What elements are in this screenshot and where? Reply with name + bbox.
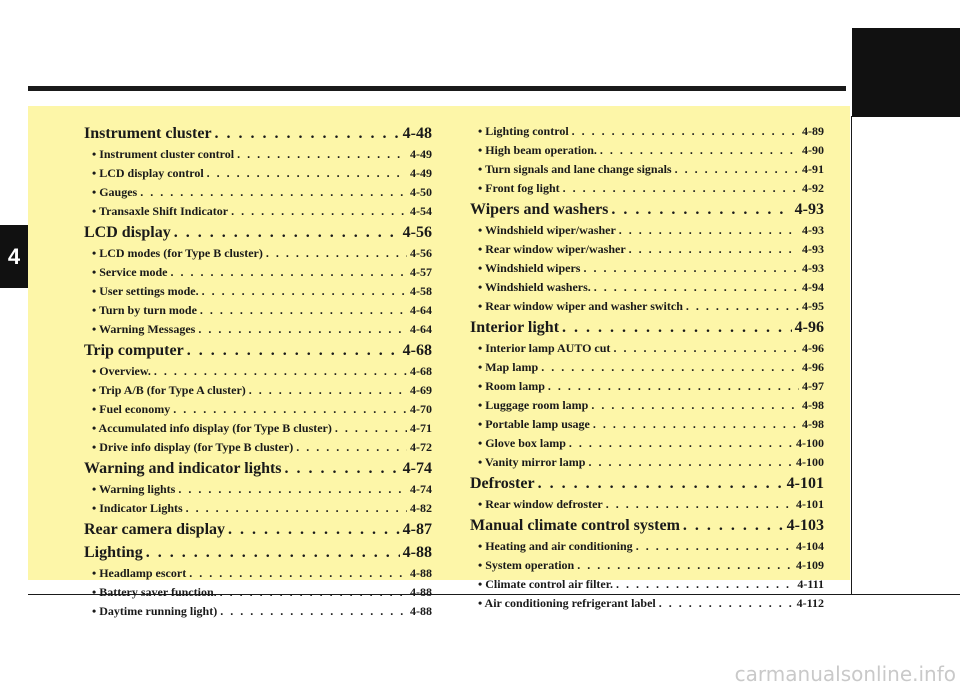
toc-section-lcd-display[interactable] [84,224,432,246]
entry-label: • LCD display control [92,166,204,181]
dot-leader [154,364,407,379]
dot-leader [140,185,407,200]
entry-label: • Rear window defroster [478,497,603,512]
entry-label: • Daytime running light) [92,604,217,619]
watermark: carmanualsonline.info [734,662,956,686]
dot-leader [541,360,799,375]
page-number: 4-98 [802,417,824,431]
entry-label: Interior light [470,319,560,336]
toc-section-manual-climate-control-system[interactable] [470,517,824,539]
toc-item-user-settings-mode[interactable] [84,284,432,303]
entry-label: • System operation [478,558,574,573]
page-number: 4-88 [410,604,432,618]
dot-leader [583,261,799,276]
right-margin-rule [851,116,852,594]
page-number: 4-49 [410,147,432,161]
page-number: 4-90 [802,143,824,157]
dot-leader [675,162,799,177]
toc-item-luggage-room-lamp[interactable] [470,398,824,417]
page-number: 4-98 [802,398,824,412]
dot-leader [178,482,407,497]
toc-column-left [84,124,432,623]
toc-item-fuel-economy[interactable] [84,402,432,421]
entry-label: Wipers and washers [470,201,609,218]
toc-item-climate-control-air-filter[interactable] [470,577,824,596]
entry-label: • Fuel economy [92,402,170,417]
toc-item-turn-signals-and-lane-change-signals[interactable] [470,162,824,181]
dot-leader [171,265,407,280]
entry-label: • Gauges [92,185,137,200]
page-number: 4-94 [802,280,824,294]
page-number: 4-100 [796,455,824,469]
dot-leader [562,319,792,337]
dot-leader [616,577,794,592]
entry-label: • Rear window wiper and washer switch [478,299,683,314]
dot-leader [231,204,407,219]
toc-item-windshield-washers[interactable] [470,280,824,299]
page-number: 4-58 [410,284,432,298]
page-number: 4-69 [410,383,432,397]
page-number: 4-50 [410,185,432,199]
page-number: 4-56 [410,246,432,260]
chapter-tab: 4 [0,225,28,288]
dot-leader [285,460,400,478]
entry-label: • Windshield washers. [478,280,591,295]
entry-label: • Lighting control [478,124,569,139]
dot-leader [146,544,400,562]
dot-leader [600,143,799,158]
entry-label: • Transaxle Shift Indicator [92,204,228,219]
dot-leader [173,402,407,417]
entry-label: • Windshield wipers [478,261,580,276]
entry-label: Warning and indicator lights [84,460,282,477]
entry-label: • Interior lamp AUTO cut [478,341,610,356]
page-number: 4-93 [802,223,824,237]
entry-label: • Service mode [92,265,168,280]
page-number: 4-88 [402,544,432,561]
entry-label: • Heating and air conditioning [478,539,633,554]
toc-item-vanity-mirror-lamp[interactable] [470,455,824,474]
toc-item-map-lamp[interactable] [470,360,824,379]
toc-section-instrument-cluster[interactable] [84,125,432,147]
toc-item-rear-window-defroster[interactable] [470,497,824,516]
page-number: 4-109 [796,558,824,572]
entry-label: • Map lamp [478,360,538,375]
top-rule [28,86,846,91]
toc-item-warning-messages[interactable] [84,322,432,341]
toc-item-battery-saver-function[interactable] [84,585,432,604]
entry-label: • Front fog light [478,181,560,196]
entry-label: Trip computer [84,342,184,359]
page-number: 4-64 [410,322,432,336]
toc-item-lcd-modes-for-type-b-cluster[interactable] [84,246,432,265]
toc-item-daytime-running-light[interactable] [84,604,432,623]
entry-label: • Trip A/B (for Type A cluster) [92,383,246,398]
toc-column-right [470,124,824,615]
dot-leader [686,299,799,314]
dot-leader [619,223,799,238]
toc-item-rear-window-wiper-washer[interactable] [470,242,824,261]
toc-item-high-beam-operation[interactable] [470,143,824,162]
entry-label: • Warning Messages [92,322,195,337]
entry-label: • User settings mode. [92,284,199,299]
toc-item-accumulated-info-display-for-type-b-cluster[interactable] [84,421,432,440]
dot-leader [606,497,793,512]
dot-leader [548,379,799,394]
entry-label: Defroster [470,475,535,492]
page-number: 4-97 [802,379,824,393]
dot-leader [335,421,407,436]
page-number: 4-64 [410,303,432,317]
toc-item-transaxle-shift-indicator[interactable] [84,204,432,223]
toc-item-service-mode[interactable] [84,265,432,284]
dot-leader [198,322,407,337]
page-number: 4-93 [802,242,824,256]
entry-label: • Climate control air filter. [478,577,613,592]
entry-label: • Warning lights [92,482,175,497]
entry-label: • Luggage room lamp [478,398,588,413]
dot-leader [174,224,400,242]
entry-label: • Instrument cluster control [92,147,234,162]
page-number: 4-101 [786,475,824,492]
entry-label: • LCD modes (for Type B cluster) [92,246,263,261]
toc-item-trip-a-b-for-type-a-cluster[interactable] [84,383,432,402]
page-number: 4-68 [402,342,432,359]
toc-item-heating-and-air-conditioning[interactable] [470,539,824,558]
page-number: 4-91 [802,162,824,176]
entry-label: • Turn signals and lane change signals [478,162,672,177]
page-number: 4-74 [402,460,432,477]
dot-leader [636,539,793,554]
page-number: 4-88 [410,566,432,580]
entry-label: • Air conditioning refrigerant label [478,596,656,611]
dot-leader [228,521,400,539]
dot-leader [613,341,799,356]
page-number: 4-112 [796,596,824,610]
entry-label: • Accumulated info display (for Type B cluster) [92,421,332,436]
page-number: 4-89 [802,124,824,138]
toc-item-front-fog-light[interactable] [470,181,824,200]
toc-item-lighting-control[interactable] [470,124,824,143]
dot-leader [220,585,407,600]
toc-section-warning-and-indicator-lights[interactable] [84,460,432,482]
dot-leader [189,566,407,581]
dot-leader [538,475,784,493]
page-number: 4-92 [802,181,824,195]
dot-leader [569,436,793,451]
page-number: 4-104 [796,539,824,553]
toc-item-portable-lamp-usage[interactable] [470,417,824,436]
page-number: 4-96 [794,319,824,336]
page-number: 4-87 [402,521,432,538]
page-number: 4-95 [802,299,824,313]
toc-item-air-conditioning-refrigerant-label[interactable] [470,596,824,615]
toc-item-instrument-cluster-control[interactable] [84,147,432,166]
toc-item-rear-window-wiper-and-washer-switch[interactable] [470,299,824,318]
page-number: 4-96 [802,360,824,374]
dot-leader [237,147,407,162]
entry-label: • Rear window wiper/washer [478,242,626,257]
page-number: 4-48 [402,125,432,142]
page-number: 4-93 [794,201,824,218]
toc-item-glove-box-lamp[interactable] [470,436,824,455]
page-number: 4-72 [410,440,432,454]
entry-label: Instrument cluster [84,125,212,142]
entry-label: • Headlamp escort [92,566,186,581]
entry-label: • Room lamp [478,379,545,394]
toc-section-wipers-and-washers[interactable] [470,201,824,223]
page-number: 4-100 [796,436,824,450]
page-number: 4-56 [402,224,432,241]
dot-leader [683,517,784,535]
corner-block [852,28,960,117]
page-number: 4-54 [410,204,432,218]
toc-item-overview[interactable] [84,364,432,383]
dot-leader [611,201,791,219]
entry-label: • Indicator Lights [92,501,183,516]
dot-leader [296,440,407,455]
entry-label: • Drive info display (for Type B cluster) [92,440,293,455]
dot-leader [593,417,799,432]
dot-leader [591,398,799,413]
toc-section-lighting[interactable] [84,544,432,566]
entry-label: • Portable lamp usage [478,417,590,432]
entry-label: Lighting [84,544,143,561]
entry-label: • Battery saver function. [92,585,217,600]
page-number: 4-93 [802,261,824,275]
toc-item-warning-lights[interactable] [84,482,432,501]
dot-leader [202,284,407,299]
dot-leader [215,125,400,143]
page-number: 4-70 [410,402,432,416]
toc-item-turn-by-turn-mode[interactable] [84,303,432,322]
entry-label: Manual climate control system [470,517,680,534]
entry-label: • High beam operation. [478,143,597,158]
toc-item-interior-lamp-auto-cut[interactable] [470,341,824,360]
dot-leader [572,124,799,139]
toc-item-indicator-lights[interactable] [84,501,432,520]
dot-leader [249,383,407,398]
page-number: 4-101 [796,497,824,511]
toc-item-windshield-wipers[interactable] [470,261,824,280]
toc-section-interior-light[interactable] [470,319,824,341]
page-number: 4-68 [410,364,432,378]
dot-leader [577,558,793,573]
dot-leader [207,166,407,181]
dot-leader [594,280,799,295]
page-number: 4-96 [802,341,824,355]
page-number: 4-88 [410,585,432,599]
page-number: 4-71 [410,421,432,435]
page-number: 4-57 [410,265,432,279]
toc-item-lcd-display-control[interactable] [84,166,432,185]
toc-item-windshield-wiper-washer[interactable] [470,223,824,242]
dot-leader [200,303,407,318]
toc-item-room-lamp[interactable] [470,379,824,398]
dot-leader [563,181,799,196]
toc-item-headlamp-escort[interactable] [84,566,432,585]
entry-label: • Vanity mirror lamp [478,455,585,470]
dot-leader [220,604,407,619]
toc-section-defroster[interactable] [470,475,824,497]
dot-leader [187,342,400,360]
dot-leader [588,455,793,470]
dot-leader [266,246,407,261]
dot-leader [659,596,794,611]
entry-label: • Overview. [92,364,151,379]
entry-label: Rear camera display [84,521,226,538]
page-number: 4-49 [410,166,432,180]
page-number: 4-103 [786,517,824,534]
page-number: 4-74 [410,482,432,496]
entry-label: • Turn by turn mode [92,303,197,318]
entry-label: LCD display [84,224,171,241]
toc-item-system-operation[interactable] [470,558,824,577]
toc-section-trip-computer[interactable] [84,342,432,364]
toc-section-rear-camera-display[interactable] [84,521,432,543]
toc-item-gauges[interactable] [84,185,432,204]
dot-leader [186,501,407,516]
dot-leader [629,242,799,257]
page-number: 4-111 [797,577,824,591]
entry-label: • Windshield wiper/washer [478,223,616,238]
entry-label: • Glove box lamp [478,436,566,451]
page-number: 4-82 [410,501,432,515]
toc-item-drive-info-display-for-type-b-cluster[interactable] [84,440,432,459]
